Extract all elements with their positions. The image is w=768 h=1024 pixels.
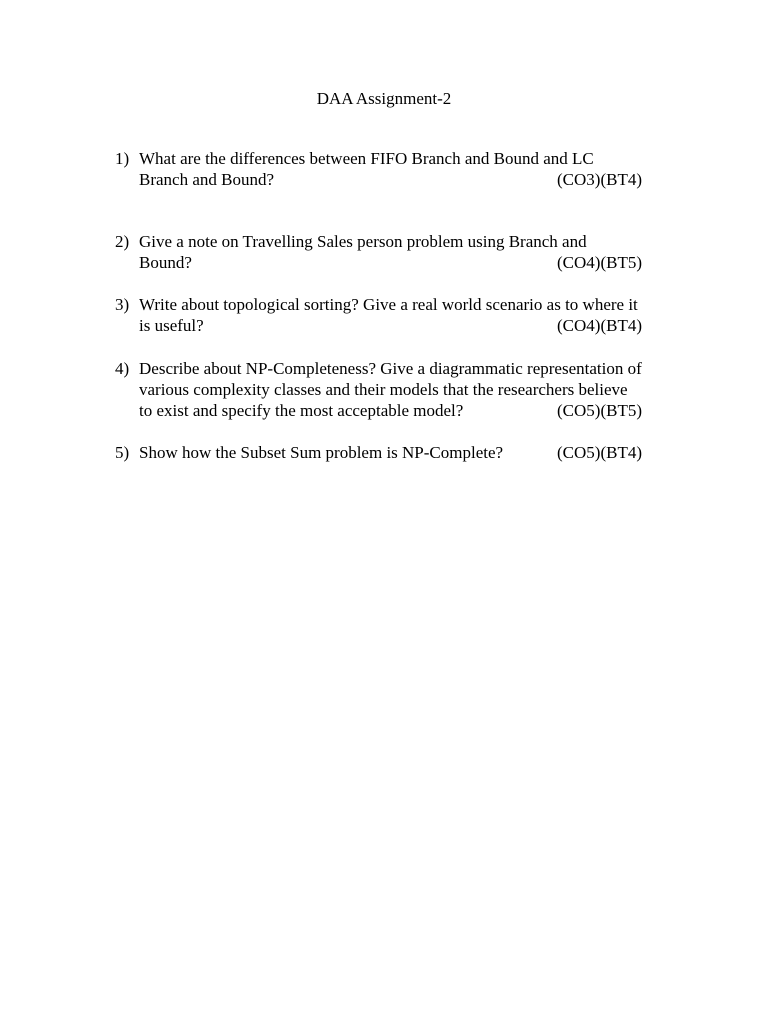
question-line-text: to exist and specify the most acceptable model?	[139, 401, 464, 420]
question-line	[139, 442, 675, 463]
question-line-text: is useful?	[139, 316, 204, 335]
question-line: Write about topological sorting? Give a real world scenario as to where it	[139, 295, 638, 314]
question-number: 5)	[115, 443, 130, 462]
question-text	[139, 148, 675, 190]
page-title: DAA Assignment-2	[316, 89, 452, 108]
question-line	[139, 315, 675, 336]
question-line-text: Show how the Subset Sum problem is NP-Complete?	[139, 443, 504, 462]
question-number: 4)	[115, 359, 130, 378]
question-text	[139, 442, 675, 463]
question-number: 1)	[115, 149, 130, 168]
question-line: What are the differences between FIFO Branch and Bound and LC	[139, 149, 594, 168]
question-text	[139, 358, 675, 421]
outcome-tag: (CO5)(BT4)	[557, 443, 642, 462]
outcome-tag: (CO5)(BT5)	[557, 401, 642, 420]
question-line-text: Branch and Bound?	[139, 170, 275, 189]
outcome-tag: (CO4)(BT5)	[557, 253, 642, 272]
question-line	[139, 252, 675, 273]
question-number: 3)	[115, 295, 130, 314]
question-text	[139, 231, 675, 273]
question-line: Describe about NP-Completeness? Give a diagrammatic representation of	[139, 359, 642, 378]
outcome-tag: (CO3)(BT4)	[557, 170, 642, 189]
question-number: 2)	[115, 232, 130, 251]
question-text	[139, 294, 675, 336]
question-line	[139, 169, 675, 190]
question-line: various complexity classes and their models that the researchers believe	[139, 380, 628, 399]
question-line	[139, 400, 675, 421]
outcome-tag: (CO4)(BT4)	[557, 316, 642, 335]
question-line-text: Bound?	[139, 253, 192, 272]
question-line: Give a note on Travelling Sales person problem using Branch and	[139, 232, 587, 251]
